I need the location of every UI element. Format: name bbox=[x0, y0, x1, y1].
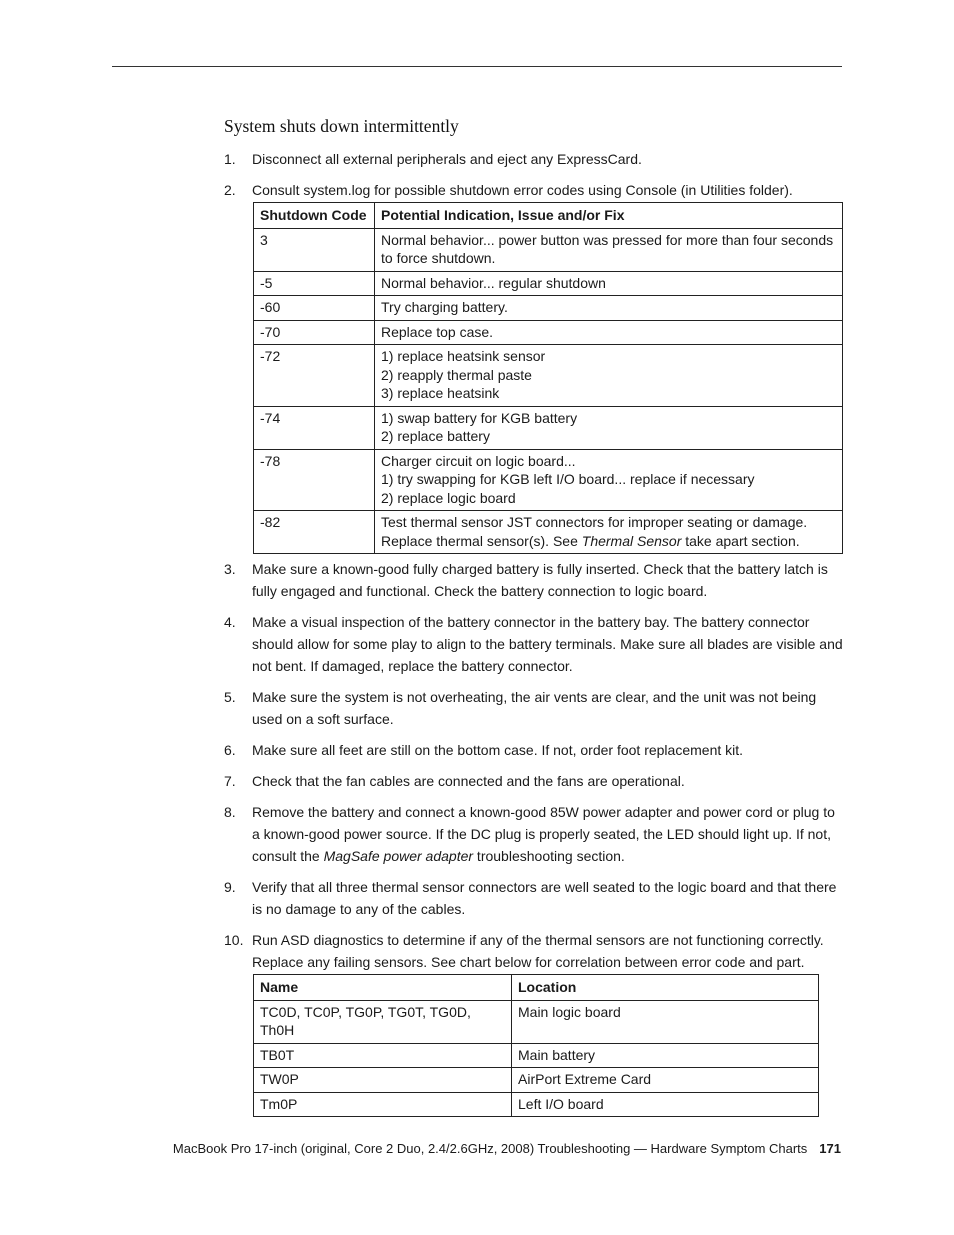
shutdown-fix: Try charging battery. bbox=[375, 296, 843, 321]
step-3 bbox=[224, 558, 844, 602]
section-title: System shuts down intermittently bbox=[224, 116, 459, 136]
column-header: Shutdown Code bbox=[254, 203, 375, 229]
shutdown-fix: Normal behavior... power button was pressed for more than four seconds to force shutdown. bbox=[375, 228, 843, 271]
step-text: Run ASD diagnostics to determine if any of the thermal sensors are not functioning correctly. Replace any failing sensors. See chart below for correlation between error code and part. bbox=[252, 932, 824, 970]
step-9 bbox=[224, 876, 844, 920]
fix-text: take apart section. bbox=[681, 532, 800, 549]
step-number: 3. bbox=[224, 561, 236, 577]
shutdown-code: 3 bbox=[254, 228, 375, 271]
shutdown-fix bbox=[375, 449, 843, 511]
step-8 bbox=[224, 801, 844, 867]
step-7 bbox=[224, 770, 844, 792]
fix-line: 1) try swapping for KGB left I/O board... replace if necessary bbox=[381, 471, 755, 487]
table-row bbox=[254, 449, 843, 511]
shutdown-fix: Normal behavior... regular shutdown bbox=[375, 271, 843, 296]
header-rule bbox=[112, 66, 842, 67]
table-row bbox=[254, 345, 843, 407]
fix-line: 3) replace heatsink bbox=[381, 385, 500, 401]
step-text: Verify that all three thermal sensor connectors are well seated to the logic board and that there is no damage to any of the cables. bbox=[252, 879, 837, 917]
fix-line: 1) replace heatsink sensor bbox=[381, 348, 546, 364]
fix-line: 1) swap battery for KGB battery bbox=[381, 409, 578, 426]
sensor-name: Tm0P bbox=[254, 1092, 512, 1117]
shutdown-fix: Replace top case. bbox=[375, 320, 843, 345]
magsafe-reference: MagSafe power adapter bbox=[323, 848, 474, 864]
table-row bbox=[254, 296, 843, 321]
step-number: 2. bbox=[224, 182, 236, 198]
table-header-row bbox=[254, 203, 843, 229]
shutdown-code: -82 bbox=[254, 511, 375, 554]
step-number: 6. bbox=[224, 742, 236, 758]
step-2 bbox=[224, 179, 844, 201]
table-row bbox=[254, 406, 843, 449]
table-row bbox=[254, 271, 843, 296]
shutdown-code: -78 bbox=[254, 449, 375, 511]
fix-line: 2) replace logic board bbox=[381, 489, 516, 506]
table-row bbox=[254, 1092, 819, 1117]
table-header-row bbox=[254, 975, 819, 1001]
thermal-sensor-reference: Thermal Sensor bbox=[581, 532, 682, 549]
shutdown-code: -5 bbox=[254, 271, 375, 296]
step-text: Make a visual inspection of the battery connector in the battery bay. The battery connector should allow for some play to align to the battery terminals. Make sure all blades are visible and not bent. If damaged, replace the battery connector. bbox=[252, 614, 843, 674]
step-number: 10. bbox=[224, 932, 244, 948]
sensor-name: TC0D, TC0P, TG0P, TG0T, TG0D, Th0H bbox=[254, 1000, 512, 1043]
step-number: 4. bbox=[224, 614, 236, 630]
table-row bbox=[254, 511, 843, 554]
fix-text: Replace thermal sensor(s). See bbox=[381, 532, 582, 549]
step-number: 7. bbox=[224, 773, 236, 789]
step-text: Consult system.log for possible shutdown error codes using Console (in Utilities folder). bbox=[252, 182, 793, 198]
sensor-location: AirPort Extreme Card bbox=[512, 1068, 819, 1093]
step-number: 8. bbox=[224, 804, 236, 820]
step-number: 1. bbox=[224, 151, 236, 167]
column-header: Location bbox=[512, 975, 819, 1001]
step-text-part: Remove the battery and connect a known-good 85W power adapter and power cord or plug to a known-good power source. If the DC plug is properly seated, the LED should light up. If not, consult the bbox=[252, 804, 835, 864]
page-number: 171 bbox=[819, 1141, 841, 1156]
fix-line bbox=[381, 532, 836, 551]
sensor-name: TW0P bbox=[254, 1068, 512, 1093]
step-6 bbox=[224, 739, 844, 761]
step-text: Make sure all feet are still on the bottom case. If not, order foot replacement kit. bbox=[252, 742, 744, 758]
step-4 bbox=[224, 611, 844, 677]
footer-text: MacBook Pro 17-inch (original, Core 2 Duo, 2.4/2.6GHz, 2008) Troubleshooting — Hardware Symptom Charts bbox=[172, 1141, 808, 1156]
step-text: Check that the fan cables are connected and the fans are operational. bbox=[252, 773, 685, 789]
step-number: 5. bbox=[224, 689, 236, 705]
step-text: Disconnect all external peripherals and eject any ExpressCard. bbox=[252, 151, 642, 167]
step-5 bbox=[224, 686, 844, 730]
shutdown-fix bbox=[375, 511, 843, 554]
sensor-location: Left I/O board bbox=[512, 1092, 819, 1117]
column-header: Potential Indication, Issue and/or Fix bbox=[375, 203, 843, 229]
step-1 bbox=[224, 148, 844, 170]
sensor-name: TB0T bbox=[254, 1043, 512, 1068]
shutdown-fix bbox=[375, 345, 843, 407]
table-row bbox=[254, 1000, 819, 1043]
sensor-location: Main battery bbox=[512, 1043, 819, 1068]
table-row bbox=[254, 1068, 819, 1093]
fix-line: 2) replace battery bbox=[381, 428, 490, 444]
fix-line: Charger circuit on logic board... bbox=[381, 452, 576, 469]
step-10 bbox=[224, 929, 844, 973]
step-text-part: troubleshooting section. bbox=[473, 848, 625, 864]
step-text bbox=[252, 801, 844, 867]
fix-line: Test thermal sensor JST connectors for improper seating or damage. bbox=[381, 514, 808, 530]
page-footer bbox=[173, 1141, 841, 1156]
shutdown-code: -72 bbox=[254, 345, 375, 407]
column-header: Name bbox=[254, 975, 512, 1001]
shutdown-code-table bbox=[253, 202, 843, 554]
shutdown-code: -60 bbox=[254, 296, 375, 321]
fix-line: 2) reapply thermal paste bbox=[381, 366, 532, 383]
sensor-location: Main logic board bbox=[512, 1000, 819, 1043]
shutdown-code: -70 bbox=[254, 320, 375, 345]
step-text: Make sure the system is not overheating, the air vents are clear, and the unit was not being used on a soft surface. bbox=[252, 689, 817, 727]
shutdown-code: -74 bbox=[254, 406, 375, 449]
step-text: Make sure a known-good fully charged battery is fully inserted. Check that the battery latch is fully engaged and functional. Check the battery connection to logic board. bbox=[252, 561, 828, 599]
table-row bbox=[254, 228, 843, 271]
table-row bbox=[254, 1043, 819, 1068]
thermal-sensor-table bbox=[253, 974, 819, 1117]
table-row bbox=[254, 320, 843, 345]
shutdown-fix bbox=[375, 406, 843, 449]
step-number: 9. bbox=[224, 879, 236, 895]
